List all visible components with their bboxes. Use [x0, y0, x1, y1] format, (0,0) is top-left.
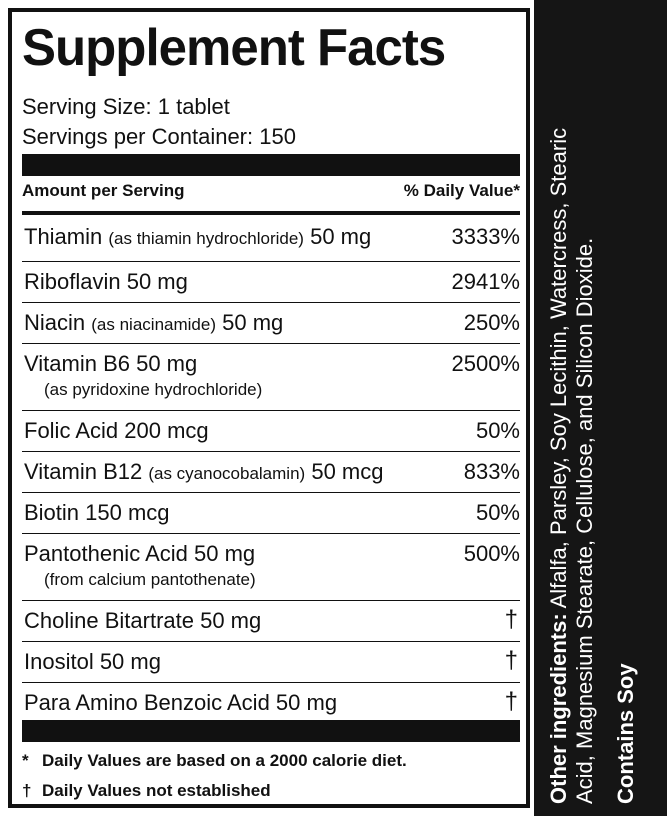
footnote-asterisk: * [22, 751, 29, 770]
daily-value-percent: 3333% [451, 224, 520, 249]
nutrient-label: Thiamin [24, 224, 103, 249]
footnote-text: Daily Values are based on a 2000 calorie diet. [42, 751, 407, 770]
nutrient-name [24, 271, 188, 293]
nutrient-row [22, 303, 520, 344]
nutrient-name [24, 543, 255, 565]
nutrient-label: Vitamin B12 [24, 459, 143, 484]
nutrient-label: Riboflavin 50 mg [24, 269, 188, 294]
nutrient-name [24, 692, 337, 714]
daily-value-header: % Daily Value* [403, 181, 520, 200]
nutrient-name [24, 420, 209, 442]
panel-title: Supplement Facts [22, 19, 446, 77]
nutrient-name [24, 610, 261, 632]
other-ingredients-list: Alfalfa, Parsley, Soy Lecithin, Watercress, Stearic Acid, Magnesium Stearate, Cellulose, and Silicon Dioxide. [546, 127, 597, 804]
footnote-daily-values [22, 752, 407, 769]
nutrient-row [22, 493, 520, 534]
nutrient-row [22, 642, 520, 683]
nutrient-name [24, 502, 170, 524]
nutrient-amount: 50 mg [222, 310, 284, 335]
daily-value-percent: 500% [463, 541, 520, 566]
serving-size: Serving Size: 1 tablet [22, 94, 230, 119]
supplement-facts-panel [8, 8, 530, 808]
nutrient-source-note: (as thiamin hydrochloride) [108, 229, 304, 248]
nutrient-row [22, 534, 520, 601]
nutrient-rows [22, 217, 520, 724]
nutrient-label: Folic Acid 200 mcg [24, 418, 209, 443]
nutrient-row [22, 411, 520, 452]
nutrient-row [22, 217, 520, 262]
nutrient-source-note: (as pyridoxine hydrochloride) [44, 380, 263, 399]
nutrient-row [22, 344, 520, 411]
nutrient-source-note: (as niacinamide) [91, 315, 216, 334]
nutrient-amount: 50 mcg [311, 459, 384, 484]
nutrient-label: Choline Bitartrate 50 mg [24, 608, 262, 633]
nutrient-label: Niacin [24, 310, 86, 335]
nutrient-source-note: (as cyanocobalamin) [148, 464, 306, 483]
other-ingredients [546, 94, 597, 804]
not-established-dagger: † [504, 688, 518, 715]
daily-value-percent: 250% [463, 310, 520, 335]
nutrient-name [24, 312, 283, 334]
nutrient-label: Biotin 150 mcg [24, 500, 170, 525]
nutrient-label: Para Amino Benzoic Acid 50 mg [24, 690, 338, 715]
nutrient-row [22, 452, 520, 493]
ingredients-side-panel [534, 0, 667, 816]
daily-value-percent: 2941% [451, 269, 520, 294]
nutrient-source-note: (from calcium pantothenate) [44, 570, 256, 589]
nutrient-row [22, 601, 520, 642]
footnote-not-established [22, 782, 271, 799]
not-established-dagger: † [504, 606, 518, 633]
daily-value-percent: 2500% [451, 351, 520, 376]
nutrient-name [24, 353, 197, 375]
amount-header-row [22, 182, 520, 199]
daily-value-percent: 833% [463, 459, 520, 484]
daily-value-percent: 50% [475, 418, 520, 443]
nutrient-label: Vitamin B6 50 mg [24, 351, 198, 376]
nutrient-label: Inositol 50 mg [24, 649, 161, 674]
footnote-text: Daily Values not established [42, 781, 271, 800]
nutrient-label: Pantothenic Acid 50 mg [24, 541, 256, 566]
nutrient-name [24, 651, 161, 673]
nutrient-amount: 50 mg [310, 224, 372, 249]
nutrient-row [22, 262, 520, 303]
medium-divider [22, 211, 520, 215]
other-ingredients-label: Other ingredients: [546, 613, 571, 804]
nutrient-name [24, 226, 371, 248]
allergen-statement: Contains Soy [613, 663, 639, 804]
not-established-dagger: † [504, 647, 518, 674]
rotated-ingredients-text [534, 0, 667, 816]
servings-per-container: Servings per Container: 150 [22, 124, 296, 149]
thick-divider-top [22, 154, 520, 176]
nutrient-row [22, 683, 520, 724]
thick-divider-bottom [22, 720, 520, 742]
footnote-dagger: † [22, 781, 32, 800]
nutrient-name [24, 461, 383, 483]
daily-value-percent: 50% [475, 500, 520, 525]
amount-per-serving-label: Amount per Serving [22, 181, 185, 200]
